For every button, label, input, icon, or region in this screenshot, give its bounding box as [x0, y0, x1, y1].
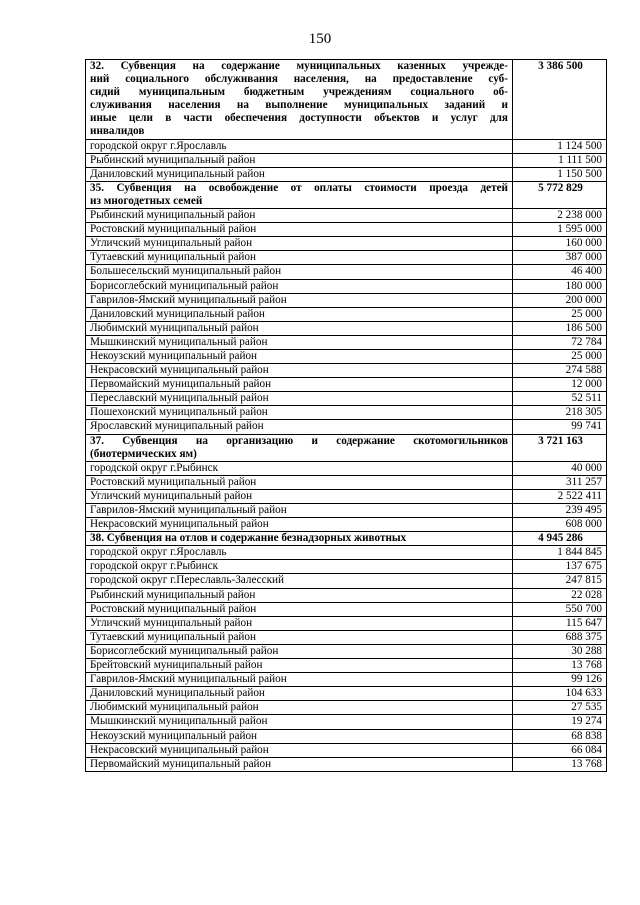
- amount-value: 137 675: [513, 560, 607, 574]
- table-row: [86, 574, 607, 588]
- municipality-name: Борисоглебский муниципальный район: [86, 279, 513, 293]
- table-row: [86, 546, 607, 560]
- amount-value: 311 257: [513, 475, 607, 489]
- municipality-name: Мышкинский муниципальный район: [86, 335, 513, 349]
- amount-value: 180 000: [513, 279, 607, 293]
- municipality-name: Первомайский муниципальный район: [86, 757, 513, 771]
- table-row: [86, 167, 607, 181]
- table-row: [86, 687, 607, 701]
- amount-value: 46 400: [513, 265, 607, 279]
- table-row: [86, 630, 607, 644]
- municipality-name: Любимский муниципальный район: [86, 321, 513, 335]
- section-title-line: 37. Субвенция на организацию и содержание скотомогильников: [90, 434, 508, 447]
- table-row: [86, 659, 607, 673]
- table-row: [86, 461, 607, 475]
- section-total: 3 721 163: [513, 434, 607, 461]
- municipality-name: Переславский муниципальный район: [86, 392, 513, 406]
- section-title-line: сидий муниципальным бюджетным учреждениям социального об-: [90, 86, 508, 99]
- municipality-name: Даниловский муниципальный район: [86, 687, 513, 701]
- amount-value: 2 238 000: [513, 209, 607, 223]
- table-row: [86, 307, 607, 321]
- municipality-name: Некоузский муниципальный район: [86, 729, 513, 743]
- section-header-row: [86, 434, 607, 461]
- amount-value: 27 535: [513, 701, 607, 715]
- section-total: 3 386 500: [513, 60, 607, 140]
- municipality-name: Некоузский муниципальный район: [86, 349, 513, 363]
- section-title-line: 32. Субвенция на содержание муниципальных казенных учрежде-: [90, 60, 508, 72]
- section-title-line: инвалидов: [90, 125, 145, 138]
- table-row: [86, 237, 607, 251]
- municipality-name: Борисоглебский муниципальный район: [86, 644, 513, 658]
- municipality-name: Брейтовский муниципальный район: [86, 659, 513, 673]
- section-header-row: [86, 532, 607, 546]
- municipality-name: Некрасовский муниципальный район: [86, 743, 513, 757]
- table-row: [86, 378, 607, 392]
- table-row: [86, 335, 607, 349]
- section-title-line: 38. Субвенция на отлов и содержание безнадзорных животных: [90, 532, 407, 545]
- table-row: [86, 392, 607, 406]
- amount-value: 68 838: [513, 729, 607, 743]
- amount-value: 239 495: [513, 504, 607, 518]
- amount-value: 66 084: [513, 743, 607, 757]
- table-row: [86, 729, 607, 743]
- amount-value: 608 000: [513, 518, 607, 532]
- subvention-table: [85, 59, 607, 772]
- amount-value: 25 000: [513, 349, 607, 363]
- municipality-name: Некрасовский муниципальный район: [86, 364, 513, 378]
- municipality-name: Рыбинский муниципальный район: [86, 153, 513, 167]
- section-title-line: ний социального обслуживания населения, на предоставление суб-: [90, 73, 508, 86]
- amount-value: 104 633: [513, 687, 607, 701]
- municipality-name: Гаврилов-Ямский муниципальный район: [86, 293, 513, 307]
- section-title-line: (биотермических ям): [90, 447, 197, 460]
- table-row: [86, 743, 607, 757]
- municipality-name: Ростовский муниципальный район: [86, 475, 513, 489]
- amount-value: 40 000: [513, 461, 607, 475]
- municipality-name: Тутаевский муниципальный район: [86, 251, 513, 265]
- amount-value: 12 000: [513, 378, 607, 392]
- table-row: [86, 673, 607, 687]
- table-row: [86, 644, 607, 658]
- amount-value: 72 784: [513, 335, 607, 349]
- municipality-name: городской округ г.Рыбинск: [86, 461, 513, 475]
- table-row: [86, 489, 607, 503]
- municipality-name: Мышкинский муниципальный район: [86, 715, 513, 729]
- table-row: [86, 757, 607, 771]
- municipality-name: Тутаевский муниципальный район: [86, 630, 513, 644]
- municipality-name: Некрасовский муниципальный район: [86, 518, 513, 532]
- table-row: [86, 701, 607, 715]
- municipality-name: Ростовский муниципальный район: [86, 223, 513, 237]
- table-row: [86, 349, 607, 363]
- table-row: [86, 715, 607, 729]
- section-title: [86, 60, 513, 140]
- municipality-name: городской округ г.Ярославль: [86, 546, 513, 560]
- table-row: [86, 475, 607, 489]
- amount-value: 218 305: [513, 406, 607, 420]
- municipality-name: Первомайский муниципальный район: [86, 378, 513, 392]
- municipality-name: Даниловский муниципальный район: [86, 307, 513, 321]
- amount-value: 25 000: [513, 307, 607, 321]
- section-title-line: иные цели в части обеспечения доступности объектов и услуг для: [90, 112, 508, 125]
- municipality-name: Большесельский муниципальный район: [86, 265, 513, 279]
- table-row: [86, 223, 607, 237]
- municipality-name: Рыбинский муниципальный район: [86, 588, 513, 602]
- section-title: [86, 434, 513, 461]
- amount-value: 13 768: [513, 659, 607, 673]
- amount-value: 160 000: [513, 237, 607, 251]
- table-row: [86, 364, 607, 378]
- amount-value: 1 111 500: [513, 153, 607, 167]
- municipality-name: Ростовский муниципальный район: [86, 602, 513, 616]
- section-title-line: 35. Субвенция на освобождение от оплаты стоимости проезда детей: [90, 181, 508, 194]
- municipality-name: городской округ г.Переславль-Залесский: [86, 574, 513, 588]
- table-row: [86, 293, 607, 307]
- table-row: [86, 504, 607, 518]
- amount-value: 1 124 500: [513, 139, 607, 153]
- amount-value: 186 500: [513, 321, 607, 335]
- table-row: [86, 153, 607, 167]
- table-row: [86, 265, 607, 279]
- municipality-name: Гаврилов-Ямский муниципальный район: [86, 673, 513, 687]
- amount-value: 30 288: [513, 644, 607, 658]
- municipality-name: Даниловский муниципальный район: [86, 167, 513, 181]
- table-row: [86, 518, 607, 532]
- table-row: [86, 420, 607, 434]
- amount-value: 2 522 411: [513, 489, 607, 503]
- table-row: [86, 139, 607, 153]
- amount-value: 387 000: [513, 251, 607, 265]
- municipality-name: Угличский муниципальный район: [86, 616, 513, 630]
- section-header-row: [86, 60, 607, 140]
- amount-value: 1 595 000: [513, 223, 607, 237]
- table-row: [86, 321, 607, 335]
- section-total: 5 772 829: [513, 181, 607, 208]
- municipality-name: городской округ г.Рыбинск: [86, 560, 513, 574]
- municipality-name: Рыбинский муниципальный район: [86, 209, 513, 223]
- amount-value: 99 741: [513, 420, 607, 434]
- page-number: 150: [308, 31, 332, 47]
- municipality-name: Любимский муниципальный район: [86, 701, 513, 715]
- section-header-row: [86, 181, 607, 208]
- amount-value: 19 274: [513, 715, 607, 729]
- amount-value: 22 028: [513, 588, 607, 602]
- amount-value: 52 511: [513, 392, 607, 406]
- amount-value: 115 647: [513, 616, 607, 630]
- table-row: [86, 560, 607, 574]
- amount-value: 1 844 845: [513, 546, 607, 560]
- amount-value: 247 815: [513, 574, 607, 588]
- table-row: [86, 279, 607, 293]
- table-row: [86, 602, 607, 616]
- table-row: [86, 209, 607, 223]
- amount-value: 688 375: [513, 630, 607, 644]
- section-title: [86, 532, 513, 546]
- table-row: [86, 616, 607, 630]
- municipality-name: Угличский муниципальный район: [86, 237, 513, 251]
- municipality-name: Угличский муниципальный район: [86, 489, 513, 503]
- table-body: [86, 60, 607, 772]
- table-row: [86, 406, 607, 420]
- municipality-name: городской округ г.Ярославль: [86, 139, 513, 153]
- table-row: [86, 588, 607, 602]
- section-title-line: служивания населения на выполнение муниципальных заданий и: [90, 99, 508, 112]
- amount-value: 99 126: [513, 673, 607, 687]
- section-title-line: из многодетных семей: [90, 194, 203, 207]
- table-row: [86, 251, 607, 265]
- amount-value: 274 588: [513, 364, 607, 378]
- section-title: [86, 181, 513, 208]
- amount-value: 1 150 500: [513, 167, 607, 181]
- municipality-name: Гаврилов-Ямский муниципальный район: [86, 504, 513, 518]
- amount-value: 550 700: [513, 602, 607, 616]
- amount-value: 13 768: [513, 757, 607, 771]
- section-total: 4 945 286: [513, 532, 607, 546]
- amount-value: 200 000: [513, 293, 607, 307]
- municipality-name: Пошехонский муниципальный район: [86, 406, 513, 420]
- municipality-name: Ярославский муниципальный район: [86, 420, 513, 434]
